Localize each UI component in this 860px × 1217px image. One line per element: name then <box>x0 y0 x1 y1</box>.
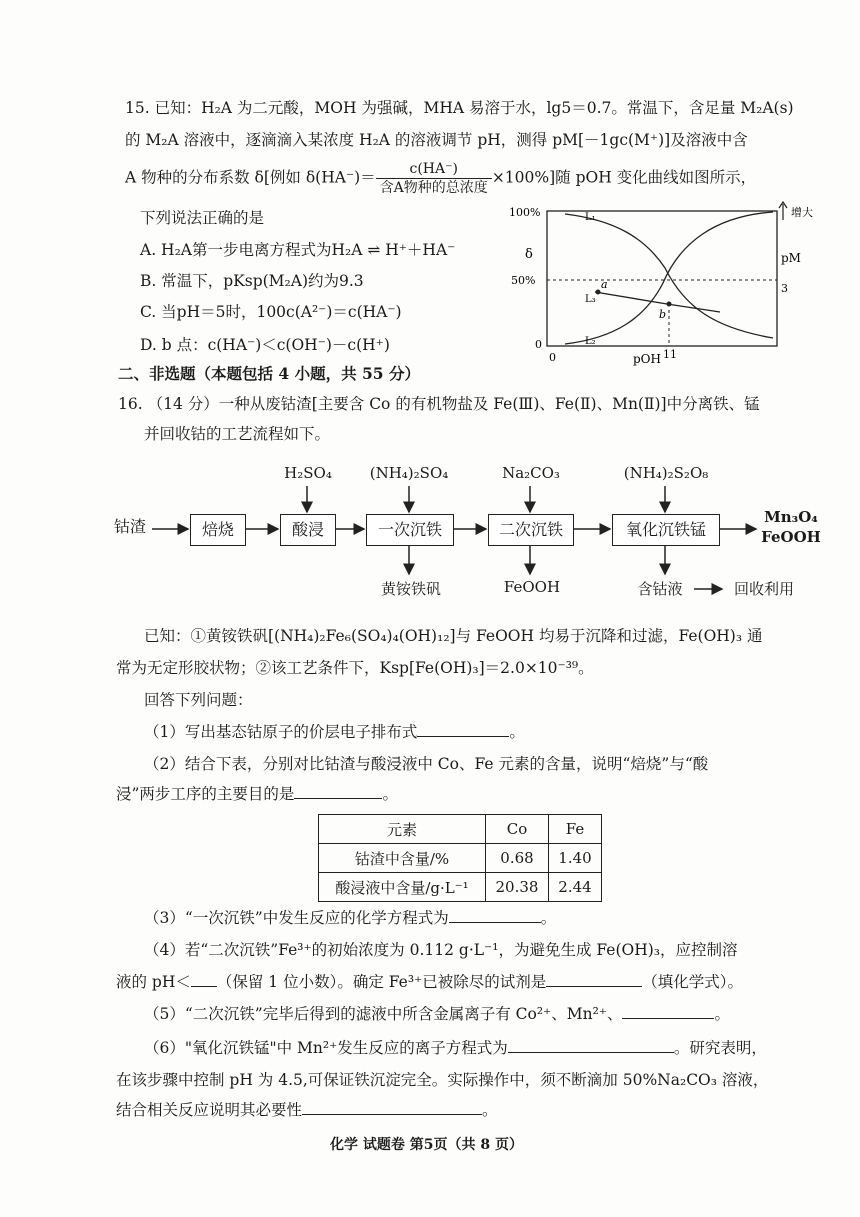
q15-line2: 的 M₂A 溶液中，逐滴滴入某浓度 H₂A 的溶液调节 pH，测得 pM[－1gc(M⁺)]及溶液中含 <box>125 131 748 149</box>
subq-1 <box>144 720 525 742</box>
table-cell: 0.68 <box>486 844 549 873</box>
q15-line1: 15. 已知：H₂A 为二元酸，MOH 为强碱，MHA 易溶于水，lg5＝0.7。常温下，含足量 M₂A(s) <box>125 99 794 117</box>
point-b-label: b <box>659 308 667 321</box>
subq-6c-text: 结合相关反应说明其必要性 <box>116 1101 303 1119</box>
q15-option-b: B. 常温下，pKsp(M₂A)约为9.3 <box>140 272 364 290</box>
fraction-numerator: c(HA⁻) <box>376 160 492 179</box>
subq-2b <box>116 782 398 804</box>
subq-4a: （4）若“二次沉铁”Fe³⁺的初始浓度为 0.112 g·L⁻¹，为避免生成 Fe(OH)₃，应控制溶 <box>144 941 738 959</box>
known-line2: 常为无定形胶状物；②该工艺条件下，Ksp[Fe(OH)₃]＝2.0×10⁻³⁹。 <box>116 659 594 677</box>
q15-line3-suffix: ×100%]随 pOH 变化曲线如图所示， <box>491 168 757 187</box>
q15-line4: 下列说法正确的是 <box>140 209 265 227</box>
precipitate-feooh: FeOOH <box>503 578 561 596</box>
q15-option-d: D. b 点：c(HA⁻)＜c(OH⁻)－c(H⁺) <box>140 336 390 354</box>
point-a-label: a <box>601 278 608 291</box>
y-mid-label: 50% <box>511 274 536 287</box>
subq-6c <box>116 1098 498 1120</box>
table-cell: 1.40 <box>549 844 602 873</box>
q16-line2: 并回收钴的工艺流程如下。 <box>144 425 331 443</box>
precipitate-jarosite: 黄铵铁矾 <box>380 580 441 598</box>
answer-blank-6b[interactable] <box>302 1100 482 1115</box>
section-heading: 二、非选题（本题包括 4 小题，共 55 分） <box>118 364 420 383</box>
flow-step-oxidation: 氧化沉铁锰 <box>612 514 720 546</box>
curve-l1-label: L₁ <box>585 212 596 223</box>
reagent-sodium-carbonate: Na₂CO₃ <box>502 464 560 482</box>
answer-blank-2[interactable] <box>294 784 382 799</box>
product-feooh: FeOOH <box>761 528 821 546</box>
subq-2a: （2）结合下表，分别对比钴渣与酸浸液中 Co、Fe 元素的含量，说明“焙烧”与“酸 <box>144 755 709 773</box>
content-table <box>318 814 602 902</box>
q15-option-a: A. H₂A第一步电离方程式为H₂A ⇌ H⁺＋HA⁻ <box>140 241 456 259</box>
subq-3 <box>144 906 556 928</box>
subq-2b-period: 。 <box>382 785 398 803</box>
table-cell: 2.44 <box>549 873 602 902</box>
cobalt-solution-label: 含钴液 <box>637 580 683 598</box>
answer-blank-1[interactable] <box>417 722 509 737</box>
reagent-persulfate: (NH₄)₂S₂O₈ <box>623 464 709 482</box>
subq-6c-period: 。 <box>482 1101 498 1119</box>
y-bottom-label: 0 <box>535 338 542 351</box>
subq-3-period: 。 <box>540 909 557 927</box>
subq-6a-text: （6）"氧化沉铁锰"中 Mn²⁺发生反应的离子方程式为 <box>144 1039 508 1057</box>
table-row <box>319 844 602 873</box>
q15-option-c: C. 当pH＝5时，100c(A²⁻)＝c(HA⁻) <box>140 303 402 321</box>
answer-blank-3[interactable] <box>449 908 541 923</box>
y-axis-label: δ <box>525 247 533 262</box>
q15-line3-prefix: A 物种的分布系数 δ[例如 δ(HA⁻)＝ <box>125 168 376 187</box>
product-mn3o4: Mn₃O₄ <box>764 508 818 526</box>
subq-4b <box>116 970 743 992</box>
subq-6b: 在该步骤中控制 pH 为 4.5,可保证铁沉淀完全。实际操作中，须不断滴加 50%Na₂CO₃ 溶液， <box>116 1071 769 1089</box>
answer-prompt: 回答下列问题： <box>144 691 253 709</box>
subq-1-period: 。 <box>509 723 525 741</box>
fraction-denominator: 含A物种的总浓度 <box>379 180 488 196</box>
reagent-ammonium-sulfate: (NH₄)₂SO₄ <box>369 464 449 482</box>
flow-step-roast: 焙烧 <box>190 514 246 546</box>
known-line1: 已知：①黄铵铁矾[(NH₄)₂Fe₆(SO₄)₄(OH)₁₂]与 FeOOH 均易于沉降和过滤，Fe(OH)₃ 通 <box>144 627 763 645</box>
subq-4b-middle: （保留 1 位小数）。确定 Fe³⁺已被除尽的试剂是 <box>216 973 547 991</box>
flow-start: 钴渣 <box>114 517 147 536</box>
subq-6a-suffix: 。研究表明， <box>673 1039 767 1057</box>
answer-blank-4b[interactable] <box>546 972 642 987</box>
subq-4b-prefix: 液的 pH＜ <box>116 973 191 991</box>
table-row <box>319 873 602 902</box>
table-cell: 20.38 <box>486 873 549 902</box>
table-cell: 酸浸液中含量/g·L⁻¹ <box>319 873 486 902</box>
table-header-row <box>319 815 602 844</box>
subq-4b-suffix: （填化学式）。 <box>642 973 744 991</box>
table-header-cell: 元素 <box>319 815 486 844</box>
right-mark-label: 3 <box>781 282 788 295</box>
recycle-label: 回收利用 <box>733 580 794 598</box>
answer-blank-5[interactable] <box>622 1004 714 1019</box>
subq-6a <box>144 1036 767 1058</box>
y-top-label: 100% <box>509 206 541 219</box>
reagent-h2so4: H₂SO₄ <box>284 464 332 482</box>
x-origin-label: 0 <box>549 351 556 364</box>
curve-l3-label: L₃ <box>585 294 596 305</box>
subq-2b-text: 浸”两步工序的主要目的是 <box>116 785 295 803</box>
flow-step-iron-removal-1: 一次沉铁 <box>366 514 454 546</box>
page-footer: 化学 试题卷 第5页（共 8 页） <box>330 1137 523 1153</box>
curve-l2-label: L₂ <box>585 336 596 347</box>
x-mark-label: 11 <box>663 348 677 361</box>
subq-1-text: （1）写出基态钴原子的价层电子排布式 <box>144 723 418 741</box>
answer-blank-6a[interactable] <box>508 1038 674 1053</box>
table-header-cell: Fe <box>549 815 602 844</box>
table-header-cell: Co <box>486 815 549 844</box>
flow-step-acid-leach: 酸浸 <box>280 514 336 546</box>
right-axis-label: pM <box>781 251 801 265</box>
subq-5-text: （5）“二次沉铁”完毕后得到的滤液中所含金属离子有 Co²⁺、Mn²⁺、 <box>144 1005 623 1023</box>
table-cell: 钴渣中含量/% <box>319 844 486 873</box>
x-axis-label: pOH <box>633 352 661 366</box>
subq-3-text: （3）“一次沉铁”中发生反应的化学方程式为 <box>144 909 449 927</box>
answer-blank-4a[interactable] <box>191 972 217 987</box>
increase-label: 增大 <box>791 206 813 219</box>
flow-step-iron-removal-2: 二次沉铁 <box>488 514 574 546</box>
subq-5 <box>144 1002 730 1024</box>
subq-5-period: 。 <box>714 1005 730 1023</box>
q16-line1: 16. （14 分）一种从废钴渣[主要含 Co 的有机物盐及 Fe(Ⅲ)、Fe(Ⅱ)、Mn(Ⅱ)]中分离铁、锰 <box>118 395 760 413</box>
